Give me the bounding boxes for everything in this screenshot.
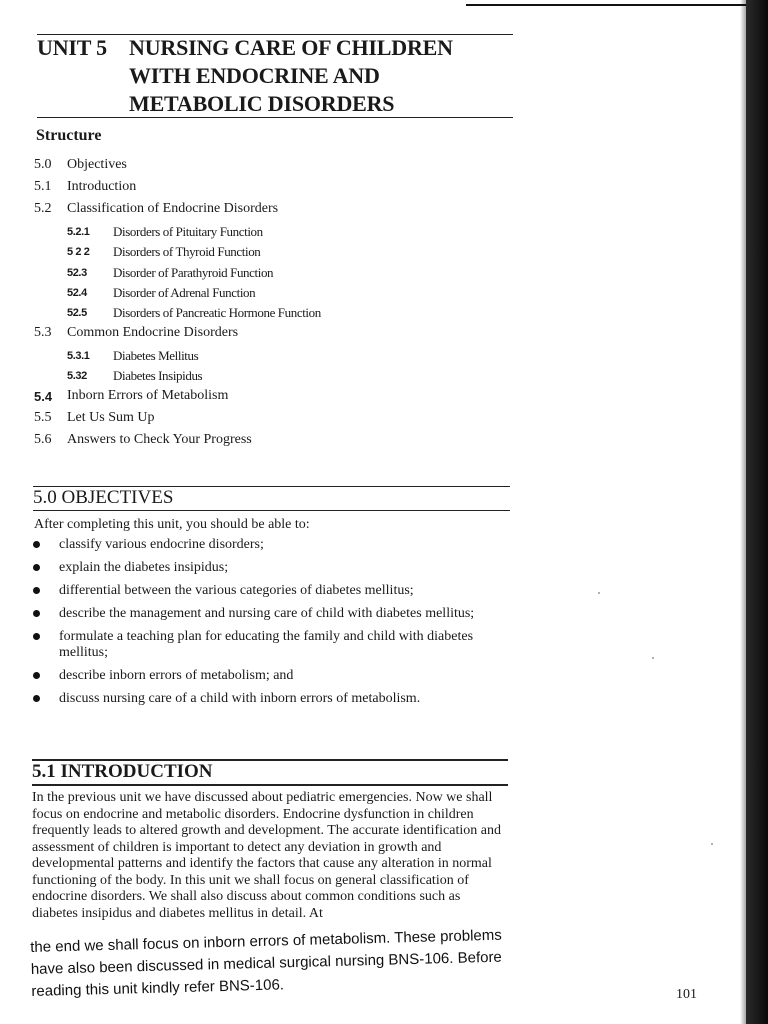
introduction-rule-bottom bbox=[32, 784, 508, 786]
bullet-icon bbox=[33, 587, 40, 594]
objective-item: describe inborn errors of metabolism; and bbox=[33, 668, 503, 684]
scan-speck bbox=[711, 843, 713, 845]
unit-title-lines bbox=[129, 34, 453, 118]
objectives-intro: After completing this unit, you should be able to: bbox=[34, 517, 310, 532]
bullet-icon bbox=[33, 610, 40, 617]
unit-title-line: WITH ENDOCRINE AND bbox=[129, 63, 380, 88]
title-rule-bottom bbox=[37, 117, 513, 118]
bullet-icon bbox=[33, 672, 40, 679]
objective-item: explain the diabetes insipidus; bbox=[33, 560, 503, 576]
unit-number: UNIT 5 bbox=[37, 35, 107, 60]
introduction-heading: 5.1 INTRODUCTION bbox=[32, 761, 213, 782]
bullet-icon bbox=[33, 564, 40, 571]
scan-speck bbox=[652, 657, 654, 659]
objective-item: describe the management and nursing care of child with diabetes mellitus; bbox=[33, 606, 503, 622]
bullet-icon bbox=[33, 541, 40, 548]
scan-edge bbox=[746, 0, 768, 1024]
page-number: 101 bbox=[676, 987, 697, 1002]
unit-title-line: METABOLIC DISORDERS bbox=[129, 91, 395, 116]
structure-heading: Structure bbox=[36, 127, 102, 144]
objectives-rule-bottom bbox=[33, 510, 510, 511]
objectives-list bbox=[33, 537, 503, 714]
unit-title-line: NURSING CARE OF CHILDREN bbox=[129, 35, 453, 60]
objective-item: discuss nursing care of a child with inborn errors of metabolism. bbox=[33, 691, 503, 707]
bullet-icon bbox=[33, 633, 40, 640]
objective-item: differential between the various categories of diabetes mellitus; bbox=[33, 583, 503, 599]
objective-item: formulate a teaching plan for educating the family and child with diabetes mellitus; bbox=[33, 629, 503, 661]
objective-item: classify various endocrine disorders; bbox=[33, 537, 503, 553]
introduction-body bbox=[32, 790, 502, 922]
introduction-continuation: the end we shall focus on inborn errors of metabolism. These problems have also been discussed in medical surgical nursing BNS-106. Before reading this unit kindly refer BNS-106. bbox=[30, 926, 503, 1000]
objectives-heading: 5.0 OBJECTIVES bbox=[33, 487, 174, 508]
top-rule bbox=[466, 4, 746, 6]
bullet-icon bbox=[33, 695, 40, 702]
scan-speck bbox=[598, 592, 600, 594]
introduction-paragraph: In the previous unit we have discussed about pediatric emergencies. Now we shall focus on endocrine and metabolic disorders. Endocrine dysfunction in children frequently leads to altered growth and development. The accurate identification and assessment of children is important to detect any deviation in growth and developmental patterns and identify the factors that cause any alteration in normal functioning of the body. In this unit we shall focus on general classification of endocrine disorders. We shall also discuss about common conditions such as diabetes insipidus and diabetes mellitus in detail. At bbox=[32, 790, 501, 921]
